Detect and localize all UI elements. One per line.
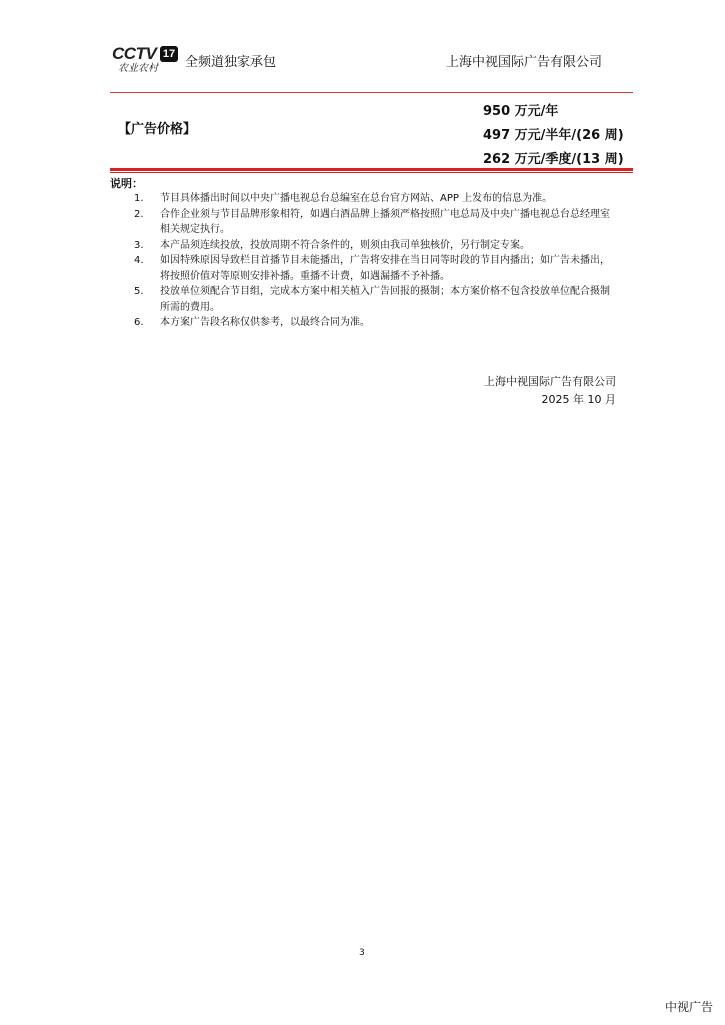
watermark-text: 中视广告 <box>664 1000 713 1014</box>
note-item <box>134 238 619 254</box>
note-text: 本方案广告段名称仅供参考，以最终合同为准。 <box>160 317 370 328</box>
note-number: 4. <box>134 255 144 266</box>
header-tagline: 全频道独家承包 <box>185 55 277 70</box>
notes-list <box>134 191 619 331</box>
note-text: 节目具体播出时间以中央广播电视总台总编室在总台官方网站、APP 上发布的信息为准。 <box>160 193 553 204</box>
note-item <box>134 315 619 331</box>
signature-company: 上海中视国际广告有限公司 <box>484 375 616 388</box>
cctv17-logo <box>112 45 178 75</box>
price-label: 【广告价格】 <box>118 122 197 137</box>
logo-channel-number: 17 <box>160 46 178 62</box>
logo-text: CCTV <box>112 44 157 63</box>
header-divider <box>110 92 633 93</box>
logo-subtitle: 农业农村 <box>118 63 158 74</box>
note-item <box>134 191 619 207</box>
page-number: 3 <box>359 948 365 958</box>
price-half-year: 497 万元/半年/(26 周) <box>483 128 624 143</box>
note-number: 5. <box>134 286 144 297</box>
notes-heading: 说明： <box>110 177 143 190</box>
price-divider-thin <box>110 172 633 173</box>
note-text: 本产品须连续投放，投放周期不符合条件的，则须由我司单独核价，另行制定专案。 <box>160 239 530 251</box>
note-text: 合作企业须与节目品牌形象相符，如遇白酒品牌上播须严格按照广电总局及中央广播电视总台总经理室相关规定执行。 <box>160 208 610 235</box>
price-list <box>483 100 624 172</box>
note-number: 1. <box>134 193 144 204</box>
header-company: 上海中视国际广告有限公司 <box>446 55 603 70</box>
price-divider-thick <box>110 168 633 171</box>
price-annual: 950 万元/年 <box>483 104 559 119</box>
price-quarter: 262 万元/季度/(13 周) <box>483 152 624 167</box>
note-text: 如因特殊原因导致栏目首播节目未能播出，广告将安排在当日同等时段的节目内播出；如广告未播出，将按照价值对等原则安排补播。重播不计费，如遇漏播不予补播。 <box>160 255 610 282</box>
note-item <box>134 207 619 238</box>
note-item <box>134 253 619 284</box>
note-text: 投放单位须配合节目组，完成本方案中相关植入广告回报的摄制；本方案价格不包含投放单位配合摄制所需的费用。 <box>160 286 610 313</box>
note-number: 2. <box>134 208 144 220</box>
note-number: 3. <box>134 239 144 251</box>
note-number: 6. <box>134 317 144 328</box>
note-item <box>134 284 619 315</box>
signature-date: 2025 年 10 月 <box>541 393 616 406</box>
